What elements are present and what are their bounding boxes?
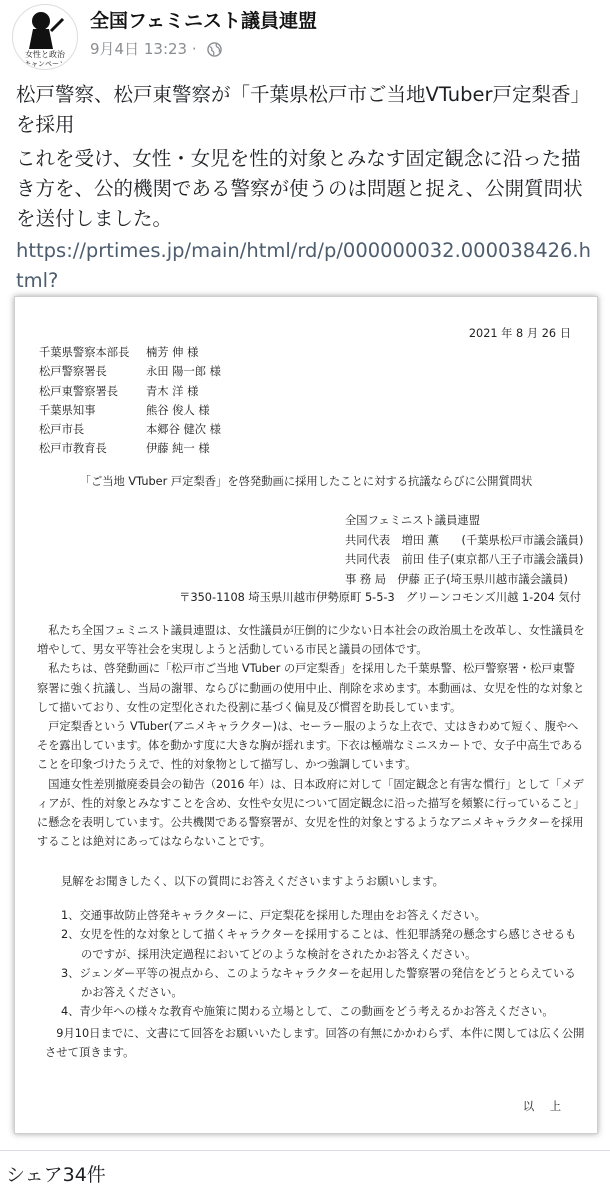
addressee-name: 熊谷 俊人 様	[146, 403, 210, 417]
letter-body	[37, 621, 585, 851]
open-letter	[15, 297, 597, 1133]
addressee-list	[39, 343, 221, 459]
post-timestamp[interactable]: 9月4日 13:23	[90, 40, 188, 58]
body-paragraph: 国連女性差別撤廃委員会の勧告（2016 年）は、日本政府に対して「固定観念と有害な慣行」として「メディアが、性的対象とみなすことを含め、女性や女児について固定観念に沿った描写を頻繁に行っていること」に懸念を表明しています。公共機関である警察署が、女児を性的対象とするようなアニメキャラクターを採用することは絶対にあってはならないことです。	[37, 777, 585, 849]
globe-icon	[207, 42, 222, 57]
post-paragraph-2: これを受け、女性・女児を性的対象とみなす固定観念に沿った描き方を、公的機関である警察が使うのは問題と捉え、公開質問状を送付しました。	[16, 147, 583, 230]
sender-line: 事 務 局 伊藤 正子(埼玉県川越市議会議員)	[345, 572, 568, 586]
addressee-title: 松戸市長	[39, 423, 85, 437]
body-paragraph: 私たち全国フェミニスト議員連盟は、女性議員が圧倒的に少ない日本社会の政治風土を改革し、女性議員を増やして、男女平等社会を実現しようと活動している市民と議員の団体です。	[37, 624, 585, 657]
body-paragraph: 私たちは、啓発動画に「松戸市ご当地 VTuber の戸定梨香」を採用した千葉県警、松戸警察署・松戸東警察署に強く抗議し、当局の謝罪、ならびに動画の使用中止、削除を求めます。本動画は、女児を性的な対象として描いており、女性の定型化された役割に基づく偏見及び慣習を助長しています。	[37, 662, 585, 714]
sender-line: 共同代表 増田 薫 (千葉県松戸市議会議員)	[345, 533, 584, 547]
share-count[interactable]: シェア34件	[6, 1164, 106, 1186]
svg-text:キャンペーン: キャンペーン	[24, 60, 66, 68]
meta-separator: ·	[191, 40, 197, 58]
addressee-row	[39, 401, 221, 420]
addressee-title: 松戸警察署長	[39, 365, 107, 379]
sender-line: 全国フェミニスト議員連盟	[345, 514, 480, 527]
question-item: 3、ジェンダー平等の視点から、このようなキャラクターを起用した警察署の発信をどうとらえているかお答えください。	[61, 966, 576, 1000]
addressee-name: 本郷谷 健次 様	[146, 423, 221, 437]
addressee-name: 楠芳 伸 様	[146, 346, 199, 359]
sender-line: 共同代表 前田 佳子(東京都八王子市議会議員)	[345, 553, 584, 566]
letter-subject: 「ご当地 VTuber 戸定梨香」を啓発動画に採用したことに対する抗議ならびに公開質問状	[79, 475, 533, 488]
addressee-row	[39, 439, 221, 458]
avatar-logo-icon	[13, 5, 77, 69]
page-name-link[interactable]: 全国フェミニスト議員連盟	[90, 10, 318, 32]
question-list	[61, 906, 581, 1022]
sender-address: 〒350-1108 埼玉県川越市伊勢原町 5-5-3 グリーンコモンズ川越 1-204 気付	[179, 591, 581, 604]
post-paragraph-1: 松戸警察、松戸東警察が「千葉県松戸市ご当地VTuber戸定梨香」を採用	[16, 83, 591, 136]
addressee-title: 松戸東警察署長	[39, 384, 119, 398]
letter-image[interactable]	[14, 296, 598, 1134]
svg-text:女性と政治: 女性と政治	[25, 50, 65, 59]
letter-date: 2021 年 8 月 26 日	[468, 327, 571, 340]
addressee-title: 千葉県知事	[39, 403, 96, 417]
addressee-row	[39, 420, 221, 439]
question-item: 1、交通事故防止啓発キャラクターに、戸定梨花を採用した理由をお答えください。	[61, 909, 486, 922]
addressee-name: 伊藤 純一 様	[146, 442, 210, 456]
post-header	[0, 0, 610, 70]
addressee-row	[39, 343, 221, 362]
addressee-title: 千葉県警察本部長	[39, 346, 130, 359]
addressee-row	[39, 382, 221, 401]
question-item: 2、女児を性的な対象として描くキャラクターを採用することは、性犯罪誘発の懸念すら感じさせるものですが、採用決定過程においてどのような検討をされたかお答えください。	[61, 928, 577, 961]
post-link[interactable]: https://prtimes.jp/main/html/rd/p/000000032.000038426.html?	[16, 239, 591, 292]
footer-divider	[0, 1150, 610, 1151]
letter-closing: 以 上	[522, 1100, 567, 1113]
sender-list	[345, 511, 583, 589]
addressee-name: 永田 陽一郎 様	[146, 365, 221, 379]
request-line: 見解をお聞きしたく、以下の質問にお答えくださいますようお願いします。	[61, 875, 444, 888]
deadline-paragraph	[45, 1024, 585, 1063]
deadline-text: 9月10日までに、文書にて回答をお願いいたします。回答の有無にかかわらず、本件に関しては広く公開させて頂きます。	[45, 1027, 585, 1060]
question-item: 4、青少年への様々な教育や施策に関わる立場として、この動画をどう考えるかお答えください。	[61, 1005, 554, 1019]
page-avatar[interactable]	[12, 4, 78, 70]
addressee-title: 松戸市教育長	[39, 442, 107, 456]
body-paragraph: 戸定梨香という VTuber(アニメキャラクター)は、セーラー服のような上衣で、丈はきわめて短く、腹やへそを露出しています。体を動かす度に大きな胸が揺れます。下衣は極端なミニスカートで、女子中高生であることを印象づけたうえで、性的対象物として描写し、かつ強調しています。	[37, 720, 584, 772]
post-body	[16, 80, 596, 238]
addressee-name: 青木 洋 様	[146, 384, 199, 398]
post-meta	[90, 38, 222, 59]
addressee-row	[39, 362, 221, 381]
